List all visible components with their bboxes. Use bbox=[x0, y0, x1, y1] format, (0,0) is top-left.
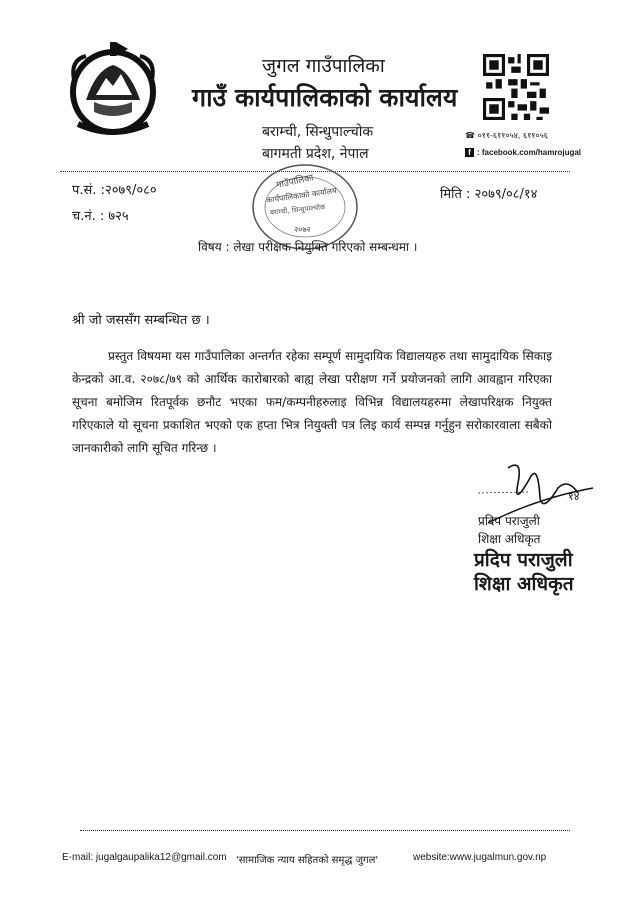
svg-text:१४: १४ bbox=[568, 490, 580, 503]
footer-motto: 'सामाजिक न्याय सहितको समृद्ध जुगल' bbox=[236, 855, 379, 866]
footer-email: E-mail: jugalgaupalika12@gmail.com bbox=[62, 852, 227, 863]
stamp-line-4: २०७२ bbox=[294, 225, 311, 234]
signatory-name: प्रदिप पराजुली bbox=[478, 514, 540, 528]
stamp-line-3: बराम्ची, सिन्धुपाल्चोक bbox=[269, 203, 326, 217]
phone-number bbox=[465, 130, 548, 141]
letter-subject: विषय : लेखा परीक्षक नियुक्ति गरिएको सम्बन्धमा । bbox=[198, 240, 418, 254]
footer-website: website:www.jugalmun.gov.np bbox=[413, 852, 547, 863]
qr-code-icon bbox=[483, 54, 549, 120]
dispatch-number: च.नं. : ७२५ bbox=[72, 209, 129, 224]
footer-divider bbox=[80, 830, 570, 831]
stamp-line-2: कार्यपालिकाको कार्यालय bbox=[265, 186, 338, 205]
letter-salutation: श्री जो जससँग सम्बन्धित छ । bbox=[72, 313, 210, 328]
letter-date: मिति : २०७९/०८/१४ bbox=[440, 187, 538, 202]
facebook-handle bbox=[465, 148, 581, 157]
facebook-icon: f bbox=[465, 148, 474, 157]
signatory-title: शिक्षा अधिकृत bbox=[478, 532, 541, 546]
office-province: बागमती प्रदेश, नेपाल bbox=[262, 146, 369, 162]
title-stamp: शिक्षा अधिकृत bbox=[474, 573, 574, 595]
phone-icon: ☎ bbox=[465, 131, 475, 140]
municipality-name: जुगल गाउँपालिका bbox=[262, 55, 385, 77]
stamp-line-1: गाउँपालिका bbox=[275, 173, 315, 191]
office-name: गाउँ कार्यपालिकाको कार्यालय bbox=[192, 83, 458, 112]
phone-text: ०११-६११०५४, ६११०५६ bbox=[477, 131, 548, 140]
office-location: बराम्ची, सिन्धुपाल्चोक bbox=[262, 124, 374, 140]
letter-body: प्रस्तुत विषयमा यस गाउँपालिका अन्तर्गत रहेका सम्पूर्ण सामुदायिक विद्यालयहरु तथा सामुदायिक सिकाइ केन्द्रको आ.व. २०७८/७९ को आर्थिक कारोबारको बाह्य लेखा परीक्षण गर्ने प्रयोजनको लागि आवह्वान गरिएका सूचना बमोजिम रितपूर्वक छनौट भएका फम/कम्पनीहरुलाइ विभिन्न विद्यालयहरुमा लेखापरिक्षक नियुक्त गरिएकाले यो सूचना प्रकाशित भएको एक हप्ता भित्र नियुक्ती पत्र लिइ कार्य सम्पन्न गर्नुहुन सरोकारवाला सबैको जानकारीको लागि सूचित गरिन्छ । bbox=[72, 349, 552, 455]
nepal-emblem-icon bbox=[66, 40, 161, 140]
reference-number: प.सं. :२०७९/०८० bbox=[72, 183, 157, 198]
name-stamp: प्रदिप पराजुली bbox=[474, 549, 573, 571]
facebook-text: : facebook.com/hamrojugal bbox=[477, 148, 582, 157]
